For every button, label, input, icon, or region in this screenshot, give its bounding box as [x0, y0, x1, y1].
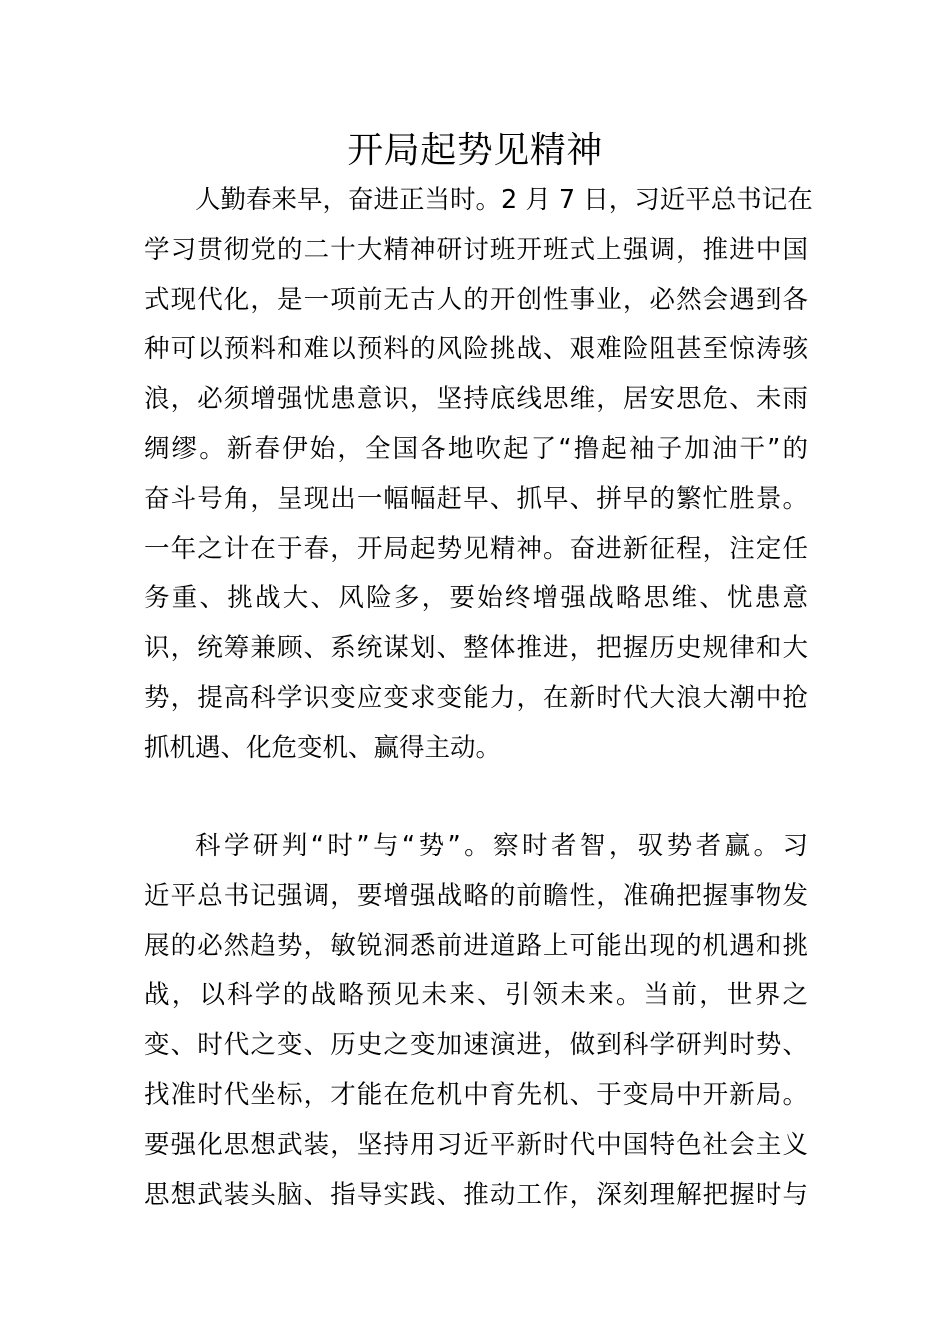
paragraph-line: 思想武装头脑、指导实践、推动工作，深刻理解把握时与	[144, 1179, 808, 1210]
paragraph-line: 战，以科学的战略预见未来、引领未来。当前，世界之	[144, 980, 808, 1011]
paragraph-line: 人勤春来早，奋进正当时。2 月 7 日，习近平总书记在	[195, 185, 813, 215]
paragraph-line: 变、时代之变、历史之变加速演进，做到科学研判时势、	[144, 1030, 808, 1061]
paragraph-line: 务重、挑战大、风险多，要始终增强战略思维、忧患意	[144, 583, 808, 614]
paragraph-1	[144, 176, 813, 774]
document-title: 开局起势见精神	[347, 130, 603, 171]
paragraph-line: 式现代化，是一项前无古人的开创性事业，必然会遇到各	[144, 284, 808, 315]
paragraph-line: 要强化思想武装，坚持用习近平新时代中国特色社会主义	[144, 1129, 808, 1160]
paragraph-2	[144, 822, 808, 1220]
paragraph-line: 学习贯彻党的二十大精神研讨班开班式上强调，推进中国	[144, 234, 808, 265]
paragraph-line: 奋斗号角，呈现出一幅幅赶早、抓早、拼早的繁忙胜景。	[144, 483, 808, 514]
paragraph-line: 绸缪。新春伊始，全国各地吹起了“撸起袖子加油干”的	[144, 433, 808, 464]
paragraph-line: 浪，必须增强忧患意识，坚持底线思维，居安思危、未雨	[144, 384, 808, 415]
paragraph-line: 找准时代坐标，才能在危机中育先机、于变局中开新局。	[144, 1079, 808, 1110]
paragraph-line: 识，统筹兼顾、系统谋划、整体推进，把握历史规律和大	[144, 633, 808, 664]
paragraph-line: 抓机遇、化危变机、赢得主动。	[144, 732, 502, 763]
paragraph-line: 势，提高科学识变应变求变能力，在新时代大浪大潮中抢	[144, 682, 808, 713]
paragraph-line: 展的必然趋势，敏锐洞悉前进道路上可能出现的机遇和挑	[144, 930, 808, 961]
paragraph-line: 科学研判“时”与“势”。察时者智，驭势者赢。习	[195, 831, 808, 861]
paragraph-line: 种可以预料和难以预料的风险挑战、艰难险阻甚至惊涛骇	[144, 334, 808, 365]
paragraph-line: 近平总书记强调，要增强战略的前瞻性，准确把握事物发	[144, 880, 808, 911]
paragraph-line: 一年之计在于春，开局起势见精神。奋进新征程，注定任	[144, 533, 808, 564]
